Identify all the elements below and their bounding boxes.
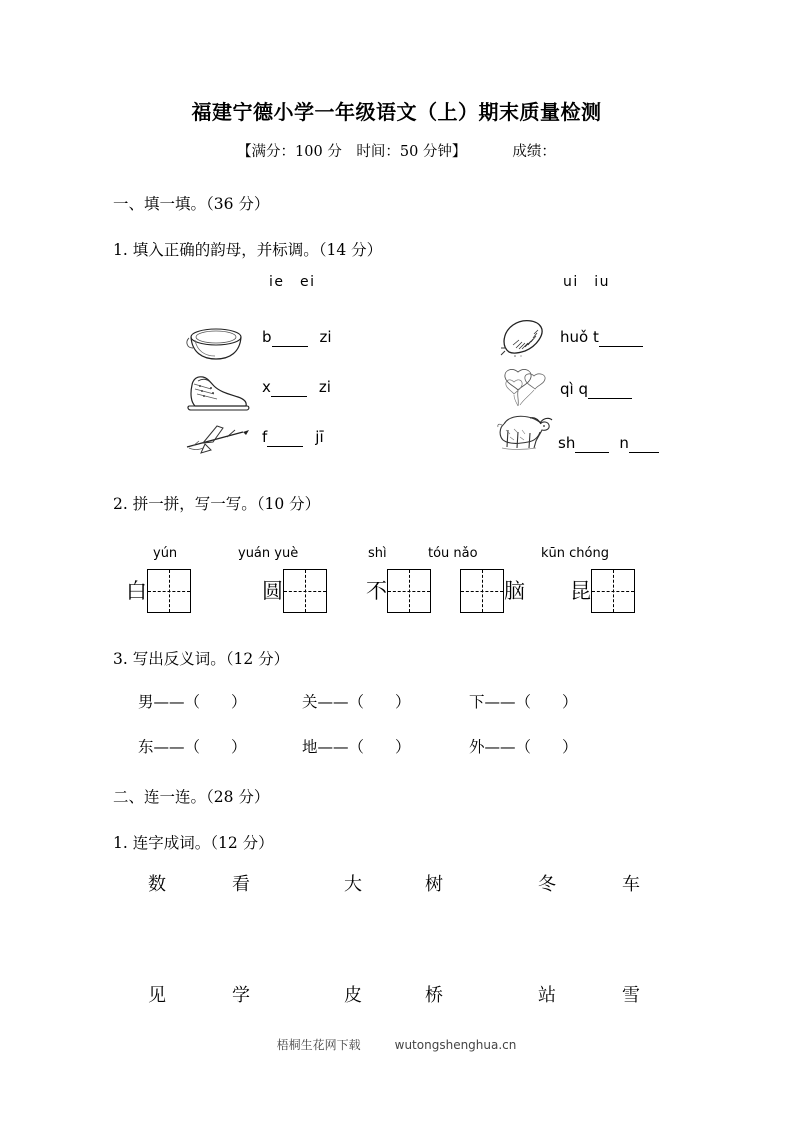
section-heading-2: 二、连一连。（28 分） — [113, 788, 270, 806]
fill-item-4-prefix: huǒ t — [560, 328, 599, 346]
match-top-1[interactable]: 数 — [148, 874, 166, 895]
score-time-info: 【满分：100 分 时间：50 分钟】 — [237, 144, 467, 160]
pinyin-label-5: kūn chóng — [541, 546, 609, 561]
fill-item-6-prefix: sh — [558, 434, 576, 452]
write-group-3 — [366, 569, 431, 613]
pinyin-label-2: yuán yuè — [238, 546, 299, 561]
airplane-icon — [183, 420, 251, 456]
fill-item-1-blank[interactable] — [272, 328, 308, 347]
option-bank-left: ie ei — [269, 274, 316, 290]
question-heading-1-1: 1. 填入正确的韵母，并标调。（14 分） — [113, 241, 383, 259]
fill-item-3-prefix: f — [262, 428, 268, 446]
pinyin-label-1: yún — [153, 546, 178, 561]
grade-label: 成绩： — [512, 144, 556, 160]
fill-item-2-blank[interactable] — [271, 378, 307, 397]
question-heading-2-1: 1. 连字成词。（12 分） — [113, 834, 274, 852]
page-title: 福建宁德小学一年级语文（上）期末质量检测 — [191, 100, 602, 124]
tianzige-box-4[interactable] — [460, 569, 504, 613]
fill-item-3-suffix: jī — [315, 428, 324, 446]
write-group-4 — [460, 569, 525, 613]
footer-site: wutongshenghua.cn — [394, 1038, 517, 1052]
antonym-2[interactable]: 关——（ ） — [302, 693, 411, 711]
fill-item-4 — [560, 328, 643, 347]
bowl-icon — [185, 326, 247, 362]
fill-item-2-prefix: x — [262, 378, 271, 396]
antonym-5[interactable]: 地——（ ） — [302, 738, 411, 756]
fill-item-3 — [262, 428, 324, 447]
fill-item-5 — [560, 380, 632, 399]
match-top-2[interactable]: 看 — [232, 874, 250, 895]
match-bottom-2[interactable]: 学 — [232, 985, 250, 1006]
write-group-1 — [126, 569, 191, 613]
fill-item-2-suffix: zi — [318, 378, 331, 396]
pinyin-label-4: tóu nǎo — [428, 546, 478, 561]
write-group-5-char: 昆 — [570, 578, 591, 603]
fill-item-5-prefix: qì q — [560, 380, 588, 398]
antonym-3[interactable]: 下——（ ） — [469, 693, 578, 711]
fill-item-6-blank-b[interactable] — [629, 434, 659, 453]
buffalo-icon — [494, 410, 556, 452]
antonym-4[interactable]: 东——（ ） — [138, 738, 247, 756]
write-group-2 — [262, 569, 327, 613]
tianzige-box-1[interactable] — [147, 569, 191, 613]
footer-watermark — [0, 1036, 793, 1053]
question-heading-1-3: 3. 写出反义词。（12 分） — [113, 650, 290, 668]
match-top-4[interactable]: 树 — [425, 874, 443, 895]
match-bottom-3[interactable]: 皮 — [344, 985, 362, 1006]
match-bottom-1[interactable]: 见 — [148, 985, 166, 1006]
tianzige-box-2[interactable] — [283, 569, 327, 613]
antonym-6[interactable]: 外——（ ） — [469, 738, 578, 756]
match-bottom-5[interactable]: 站 — [538, 985, 556, 1006]
write-group-2-char: 圆 — [262, 578, 283, 603]
section-heading-1: 一、填一填。（36 分） — [113, 195, 270, 213]
pinyin-label-3: shì — [368, 546, 387, 561]
fill-item-5-blank[interactable] — [588, 380, 632, 399]
write-group-4-char: 脑 — [504, 578, 525, 603]
fill-item-6-blank-a[interactable] — [575, 434, 609, 453]
fill-item-6 — [558, 434, 659, 453]
match-bottom-6[interactable]: 雪 — [622, 985, 640, 1006]
fill-item-1-prefix: b — [262, 328, 272, 346]
write-group-1-char: 白 — [126, 578, 147, 603]
question-heading-1-2: 2. 拼一拼，写一写。（10 分） — [113, 495, 321, 513]
antonym-1[interactable]: 男——（ ） — [138, 693, 247, 711]
match-top-5[interactable]: 冬 — [538, 874, 556, 895]
write-group-3-char: 不 — [366, 578, 387, 603]
fill-item-3-blank[interactable] — [267, 428, 303, 447]
shoe-icon — [181, 372, 253, 414]
fill-item-6-suffix: n — [619, 434, 629, 452]
fill-item-1 — [262, 328, 332, 347]
match-top-6[interactable]: 车 — [622, 874, 640, 895]
footer-label: 梧桐生花网下载 — [276, 1038, 361, 1052]
match-top-3[interactable]: 大 — [344, 874, 362, 895]
fill-item-1-suffix: zi — [319, 328, 332, 346]
write-group-5 — [570, 569, 635, 613]
balloons-icon — [500, 366, 550, 408]
tianzige-box-5[interactable] — [591, 569, 635, 613]
match-bottom-4[interactable]: 桥 — [425, 985, 443, 1006]
sausage-icon — [497, 318, 549, 358]
fill-item-2 — [262, 378, 331, 397]
option-bank-right: ui iu — [563, 274, 611, 290]
tianzige-box-3[interactable] — [387, 569, 431, 613]
exam-meta — [0, 140, 793, 161]
fill-item-4-blank[interactable] — [599, 328, 643, 347]
